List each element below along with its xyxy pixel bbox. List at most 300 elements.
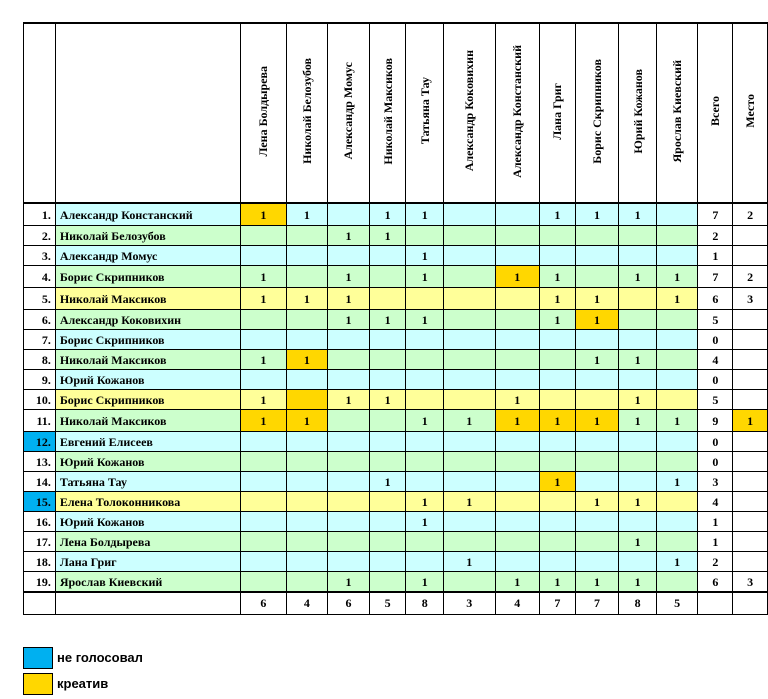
row-total: 7 bbox=[698, 266, 733, 288]
vote-cell bbox=[406, 390, 444, 410]
vote-cell bbox=[286, 370, 328, 390]
vote-cell: 1 bbox=[369, 472, 406, 492]
row-total: 2 bbox=[698, 226, 733, 246]
vote-cell: 1 bbox=[540, 310, 576, 330]
table-row bbox=[24, 203, 768, 226]
table-row bbox=[24, 350, 768, 370]
vote-cell bbox=[444, 390, 495, 410]
table-row bbox=[24, 452, 768, 472]
vote-cell bbox=[328, 203, 370, 226]
vote-cell: 1 bbox=[575, 350, 619, 370]
vote-cell bbox=[575, 370, 619, 390]
row-name: Юрий Кожанов bbox=[55, 370, 240, 390]
column-header-2-label: Николай Белозубов bbox=[299, 58, 314, 164]
vote-cell: 1 bbox=[444, 492, 495, 512]
vote-cell bbox=[444, 532, 495, 552]
vote-cell bbox=[444, 226, 495, 246]
row-name: Евгений Елисеев bbox=[55, 432, 240, 452]
table-row bbox=[24, 246, 768, 266]
vote-cell bbox=[369, 552, 406, 572]
vote-cell bbox=[619, 288, 657, 310]
vote-cell: 1 bbox=[369, 226, 406, 246]
vote-cell bbox=[540, 452, 576, 472]
vote-cell bbox=[241, 532, 287, 552]
vote-cell bbox=[241, 310, 287, 330]
column-header-3 bbox=[328, 23, 370, 203]
vote-cell bbox=[369, 288, 406, 310]
vote-cell bbox=[328, 452, 370, 472]
row-name: Борис Скрипников bbox=[55, 390, 240, 410]
vote-cell bbox=[656, 370, 698, 390]
vote-cell bbox=[406, 350, 444, 370]
vote-cell: 1 bbox=[656, 552, 698, 572]
row-number: 9. bbox=[24, 370, 56, 390]
vote-cell bbox=[656, 310, 698, 330]
table-row bbox=[24, 410, 768, 432]
vote-cell bbox=[575, 532, 619, 552]
vote-cell: 1 bbox=[656, 410, 698, 432]
vote-cell bbox=[444, 472, 495, 492]
vote-cell bbox=[619, 330, 657, 350]
column-header-7 bbox=[495, 23, 540, 203]
vote-cell: 1 bbox=[406, 310, 444, 330]
column-header-10-label: Юрий Кожанов bbox=[630, 68, 645, 154]
vote-cell bbox=[328, 246, 370, 266]
vote-cell bbox=[495, 330, 540, 350]
row-name: Ярослав Киевский bbox=[55, 572, 240, 593]
vote-cell bbox=[369, 410, 406, 432]
row-total: 0 bbox=[698, 370, 733, 390]
vote-cell: 1 bbox=[241, 266, 287, 288]
row-place bbox=[733, 350, 768, 370]
row-place bbox=[733, 452, 768, 472]
column-header-11 bbox=[656, 23, 698, 203]
row-place: 1 bbox=[733, 410, 768, 432]
vote-cell bbox=[495, 472, 540, 492]
vote-cell: 1 bbox=[406, 203, 444, 226]
vote-cell bbox=[369, 350, 406, 370]
row-place bbox=[733, 472, 768, 492]
vote-cell: 1 bbox=[369, 390, 406, 410]
row-total: 4 bbox=[698, 350, 733, 370]
row-place bbox=[733, 246, 768, 266]
vote-cell bbox=[241, 226, 287, 246]
vote-cell bbox=[656, 572, 698, 593]
row-place bbox=[733, 370, 768, 390]
vote-cell: 1 bbox=[619, 410, 657, 432]
vote-cell: 1 bbox=[575, 572, 619, 593]
vote-cell bbox=[540, 350, 576, 370]
vote-cell bbox=[540, 492, 576, 512]
vote-cell: 1 bbox=[540, 288, 576, 310]
footer-empty-place bbox=[733, 592, 768, 615]
table-row bbox=[24, 492, 768, 512]
vote-cell: 1 bbox=[575, 310, 619, 330]
vote-cell bbox=[495, 226, 540, 246]
table-row bbox=[24, 472, 768, 492]
column-total: 7 bbox=[540, 592, 576, 615]
vote-cell bbox=[619, 246, 657, 266]
header-row bbox=[24, 23, 768, 203]
vote-cell bbox=[406, 472, 444, 492]
vote-cell bbox=[619, 472, 657, 492]
vote-cell bbox=[241, 472, 287, 492]
vote-cell bbox=[328, 370, 370, 390]
column-header-1-label: Лена Болдырева bbox=[256, 65, 271, 157]
column-header-5-label: Татьяна Тау bbox=[417, 77, 432, 145]
row-number: 15. bbox=[24, 492, 56, 512]
row-name: Александр Коковихин bbox=[55, 310, 240, 330]
vote-cell bbox=[328, 472, 370, 492]
vote-cell: 1 bbox=[495, 572, 540, 593]
row-place: 2 bbox=[733, 203, 768, 226]
vote-cell: 1 bbox=[406, 410, 444, 432]
vote-cell: 1 bbox=[241, 288, 287, 310]
column-total: 4 bbox=[495, 592, 540, 615]
vote-cell: 1 bbox=[406, 266, 444, 288]
row-total: 0 bbox=[698, 432, 733, 452]
table-row bbox=[24, 226, 768, 246]
table-row bbox=[24, 390, 768, 410]
vote-cell bbox=[656, 226, 698, 246]
vote-cell bbox=[286, 452, 328, 472]
vote-cell bbox=[540, 390, 576, 410]
vote-cell bbox=[444, 266, 495, 288]
column-header-8 bbox=[540, 23, 576, 203]
column-header-3-label: Александр Момус bbox=[341, 62, 356, 160]
vote-cell bbox=[286, 532, 328, 552]
vote-cell: 1 bbox=[406, 492, 444, 512]
row-place bbox=[733, 390, 768, 410]
vote-cell bbox=[540, 532, 576, 552]
column-total: 8 bbox=[406, 592, 444, 615]
vote-cell bbox=[495, 492, 540, 512]
vote-cell bbox=[444, 512, 495, 532]
vote-cell bbox=[241, 512, 287, 532]
vote-cell: 1 bbox=[619, 203, 657, 226]
vote-cell: 1 bbox=[286, 203, 328, 226]
column-header-2 bbox=[286, 23, 328, 203]
vote-cell bbox=[241, 246, 287, 266]
vote-cell bbox=[369, 370, 406, 390]
row-number: 4. bbox=[24, 266, 56, 288]
vote-cell: 1 bbox=[575, 288, 619, 310]
column-header-9-label: Борис Скрипников bbox=[589, 58, 604, 164]
vote-cell: 1 bbox=[406, 512, 444, 532]
vote-cell bbox=[656, 330, 698, 350]
header-corner-name bbox=[55, 23, 240, 203]
row-number: 16. bbox=[24, 512, 56, 532]
vote-cell bbox=[241, 492, 287, 512]
vote-cell bbox=[619, 552, 657, 572]
vote-cell bbox=[495, 350, 540, 370]
row-number: 6. bbox=[24, 310, 56, 330]
vote-cell bbox=[575, 472, 619, 492]
column-total: 7 bbox=[575, 592, 619, 615]
vote-cell bbox=[286, 226, 328, 246]
table-row bbox=[24, 310, 768, 330]
vote-cell bbox=[656, 246, 698, 266]
vote-cell: 1 bbox=[369, 310, 406, 330]
table-row bbox=[24, 266, 768, 288]
vote-cell bbox=[444, 452, 495, 472]
vote-cell: 1 bbox=[286, 288, 328, 310]
row-name: Елена Толоконникова bbox=[55, 492, 240, 512]
vote-cell bbox=[328, 330, 370, 350]
row-total: 6 bbox=[698, 288, 733, 310]
vote-cell bbox=[369, 330, 406, 350]
vote-cell bbox=[575, 266, 619, 288]
vote-cell: 1 bbox=[495, 266, 540, 288]
vote-cell: 1 bbox=[575, 492, 619, 512]
row-number: 11. bbox=[24, 410, 56, 432]
vote-cell bbox=[540, 370, 576, 390]
table-row bbox=[24, 512, 768, 532]
column-header-7-label: Александр Констанский bbox=[510, 44, 525, 178]
vote-cell bbox=[495, 432, 540, 452]
vote-cell bbox=[540, 246, 576, 266]
row-number: 18. bbox=[24, 552, 56, 572]
column-header-4 bbox=[369, 23, 406, 203]
vote-cell bbox=[495, 452, 540, 472]
vote-cell: 1 bbox=[540, 472, 576, 492]
vote-cell: 1 bbox=[656, 472, 698, 492]
column-header-total-label: Всего bbox=[708, 96, 723, 126]
vote-cell bbox=[619, 452, 657, 472]
row-total: 1 bbox=[698, 512, 733, 532]
row-name: Лена Болдырева bbox=[55, 532, 240, 552]
vote-cell bbox=[444, 572, 495, 593]
column-total: 8 bbox=[619, 592, 657, 615]
vote-cell bbox=[328, 410, 370, 432]
vote-cell: 1 bbox=[286, 350, 328, 370]
vote-cell bbox=[369, 432, 406, 452]
table-body bbox=[24, 203, 768, 592]
vote-cell bbox=[406, 432, 444, 452]
vote-cell bbox=[369, 492, 406, 512]
vote-cell bbox=[575, 246, 619, 266]
vote-cell: 1 bbox=[619, 572, 657, 593]
vote-cell bbox=[495, 532, 540, 552]
row-place bbox=[733, 552, 768, 572]
row-number: 3. bbox=[24, 246, 56, 266]
column-header-10 bbox=[619, 23, 657, 203]
vote-cell bbox=[286, 390, 328, 410]
row-number: 5. bbox=[24, 288, 56, 310]
legend-label-creative: креатив bbox=[57, 676, 109, 691]
vote-cell bbox=[369, 452, 406, 472]
vote-cell bbox=[286, 266, 328, 288]
column-total: 5 bbox=[656, 592, 698, 615]
vote-cell: 1 bbox=[495, 410, 540, 432]
row-number: 8. bbox=[24, 350, 56, 370]
row-place bbox=[733, 532, 768, 552]
vote-cell bbox=[495, 246, 540, 266]
vote-cell: 1 bbox=[540, 572, 576, 593]
vote-cell: 1 bbox=[406, 246, 444, 266]
vote-cell bbox=[286, 512, 328, 532]
row-name: Александр Констанский bbox=[55, 203, 240, 226]
vote-cell: 1 bbox=[369, 203, 406, 226]
vote-cell bbox=[656, 432, 698, 452]
row-name: Юрий Кожанов bbox=[55, 452, 240, 472]
row-total: 1 bbox=[698, 532, 733, 552]
row-place: 3 bbox=[733, 288, 768, 310]
column-header-11-label: Ярослав Киевский bbox=[670, 59, 685, 163]
vote-cell bbox=[286, 310, 328, 330]
column-total: 3 bbox=[444, 592, 495, 615]
vote-cell bbox=[444, 288, 495, 310]
row-total: 0 bbox=[698, 330, 733, 350]
row-number: 12. bbox=[24, 432, 56, 452]
column-header-9 bbox=[575, 23, 619, 203]
vote-cell bbox=[328, 512, 370, 532]
vote-cell bbox=[369, 572, 406, 593]
vote-cell bbox=[444, 370, 495, 390]
vote-cell: 1 bbox=[328, 288, 370, 310]
column-header-total bbox=[698, 23, 733, 203]
vote-cell: 1 bbox=[575, 203, 619, 226]
vote-cell: 1 bbox=[328, 310, 370, 330]
vote-cell bbox=[444, 246, 495, 266]
vote-cell: 1 bbox=[619, 390, 657, 410]
vote-cell bbox=[286, 330, 328, 350]
row-place: 2 bbox=[733, 266, 768, 288]
row-name: Николай Максиков bbox=[55, 288, 240, 310]
row-place bbox=[733, 226, 768, 246]
column-header-place-label: Место bbox=[743, 94, 758, 128]
row-total: 0 bbox=[698, 452, 733, 472]
vote-cell bbox=[495, 512, 540, 532]
vote-cell bbox=[328, 532, 370, 552]
vote-cell bbox=[619, 432, 657, 452]
vote-cell bbox=[575, 512, 619, 532]
vote-cell: 1 bbox=[444, 552, 495, 572]
footer-empty-num bbox=[24, 592, 56, 615]
row-number: 1. bbox=[24, 203, 56, 226]
row-name: Николай Белозубов bbox=[55, 226, 240, 246]
vote-cell: 1 bbox=[619, 532, 657, 552]
row-place bbox=[733, 310, 768, 330]
vote-cell bbox=[540, 226, 576, 246]
column-total: 5 bbox=[369, 592, 406, 615]
row-total: 5 bbox=[698, 390, 733, 410]
header-corner-num bbox=[24, 23, 56, 203]
vote-cell bbox=[619, 512, 657, 532]
vote-cell: 1 bbox=[444, 410, 495, 432]
vote-cell bbox=[444, 432, 495, 452]
vote-cell bbox=[328, 432, 370, 452]
legend-swatch-novote bbox=[23, 647, 53, 669]
vote-cell: 1 bbox=[656, 288, 698, 310]
column-header-6 bbox=[444, 23, 495, 203]
vote-cell bbox=[540, 512, 576, 532]
vote-cell bbox=[540, 552, 576, 572]
column-total: 4 bbox=[286, 592, 328, 615]
vote-cell bbox=[406, 288, 444, 310]
vote-cell bbox=[575, 552, 619, 572]
vote-cell bbox=[406, 226, 444, 246]
column-total: 6 bbox=[241, 592, 287, 615]
vote-cell bbox=[444, 330, 495, 350]
vote-cell: 1 bbox=[241, 350, 287, 370]
vote-cell bbox=[241, 330, 287, 350]
vote-cell bbox=[444, 203, 495, 226]
row-total: 5 bbox=[698, 310, 733, 330]
vote-cell bbox=[369, 266, 406, 288]
vote-cell bbox=[656, 492, 698, 512]
legend-label-novote: не голосовал bbox=[57, 650, 143, 665]
vote-cell bbox=[369, 512, 406, 532]
vote-cell: 1 bbox=[328, 572, 370, 593]
row-name: Николай Максиков bbox=[55, 410, 240, 432]
vote-cell bbox=[495, 203, 540, 226]
row-total: 6 bbox=[698, 572, 733, 593]
vote-cell bbox=[241, 452, 287, 472]
vote-table bbox=[23, 22, 768, 615]
row-place bbox=[733, 432, 768, 452]
vote-cell: 1 bbox=[328, 226, 370, 246]
vote-cell bbox=[575, 226, 619, 246]
row-name: Борис Скрипников bbox=[55, 330, 240, 350]
vote-cell bbox=[286, 572, 328, 593]
vote-cell: 1 bbox=[241, 390, 287, 410]
row-place: 3 bbox=[733, 572, 768, 593]
vote-cell bbox=[328, 552, 370, 572]
vote-cell bbox=[241, 552, 287, 572]
table-row bbox=[24, 370, 768, 390]
vote-cell: 1 bbox=[241, 203, 287, 226]
vote-cell bbox=[241, 370, 287, 390]
vote-cell bbox=[495, 370, 540, 390]
column-header-5 bbox=[406, 23, 444, 203]
vote-cell: 1 bbox=[406, 572, 444, 593]
table-row bbox=[24, 330, 768, 350]
row-number: 13. bbox=[24, 452, 56, 472]
vote-cell bbox=[619, 226, 657, 246]
row-number: 17. bbox=[24, 532, 56, 552]
vote-cell bbox=[286, 552, 328, 572]
vote-cell: 1 bbox=[241, 410, 287, 432]
vote-cell bbox=[406, 330, 444, 350]
row-number: 10. bbox=[24, 390, 56, 410]
vote-cell bbox=[406, 532, 444, 552]
row-total: 9 bbox=[698, 410, 733, 432]
vote-cell bbox=[619, 370, 657, 390]
table-row bbox=[24, 532, 768, 552]
row-number: 2. bbox=[24, 226, 56, 246]
column-total: 6 bbox=[328, 592, 370, 615]
vote-cell: 1 bbox=[575, 410, 619, 432]
vote-cell bbox=[575, 452, 619, 472]
vote-cell bbox=[286, 432, 328, 452]
row-name: Николай Максиков bbox=[55, 350, 240, 370]
column-header-place bbox=[733, 23, 768, 203]
vote-cell bbox=[540, 432, 576, 452]
row-total: 3 bbox=[698, 472, 733, 492]
row-name: Александр Момус bbox=[55, 246, 240, 266]
vote-cell bbox=[369, 532, 406, 552]
footer-empty-name bbox=[55, 592, 240, 615]
vote-cell: 1 bbox=[495, 390, 540, 410]
vote-cell bbox=[656, 532, 698, 552]
vote-cell bbox=[495, 310, 540, 330]
row-total: 7 bbox=[698, 203, 733, 226]
vote-cell bbox=[241, 432, 287, 452]
table-row bbox=[24, 552, 768, 572]
column-totals-row bbox=[24, 592, 768, 615]
vote-cell bbox=[328, 492, 370, 512]
